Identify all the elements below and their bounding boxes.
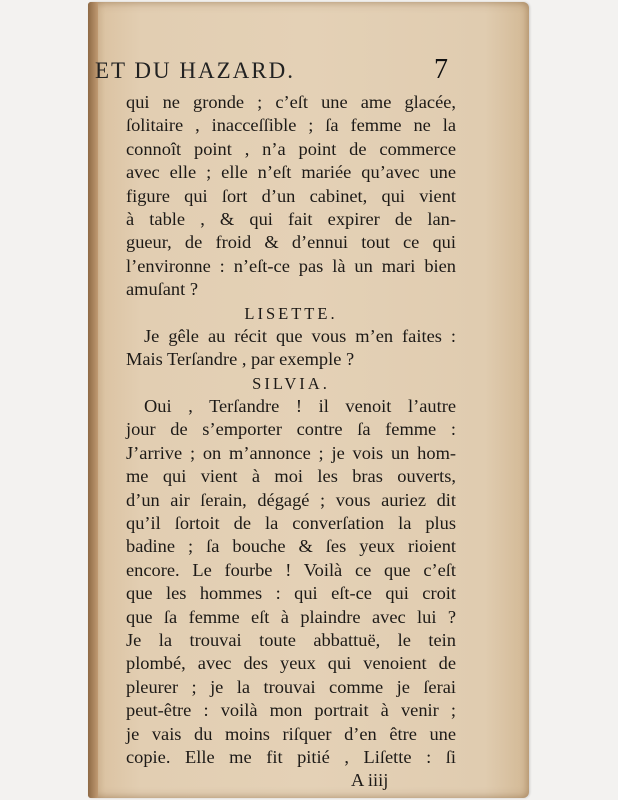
text-line: Je la trouvai toute abbattuë, le tein: [126, 629, 456, 650]
text-line: que ſa femme eſt à plaindre avec lui ?: [126, 606, 456, 627]
text-line: Mais Terſandre , par exemple ?: [126, 349, 355, 370]
text-line: copie. Elle me fit pitié , Liſette : ſi: [126, 746, 456, 767]
page-text: [126, 91, 456, 793]
text-line: Je gêle au récit que vous m’en faites :: [144, 325, 456, 346]
speaker-name: SILVIA.: [252, 373, 330, 393]
text-line: amuſant ?: [126, 279, 199, 300]
backdrop: [525, 0, 618, 800]
running-head: ET DU HAZARD.: [95, 58, 295, 83]
text-line: figure qui ſort d’un cabinet, qui vient: [126, 185, 456, 206]
text-line: badine ; ſa bouche & ſes yeux rioient: [126, 536, 456, 557]
page-number: 7: [434, 54, 448, 85]
signature-mark: A iiij: [351, 770, 389, 791]
text-line: que les hommes : qui eſt-ce qui croit: [126, 583, 456, 604]
backdrop: [0, 0, 92, 800]
text-line: jour de s’emporter contre ſa femme :: [126, 419, 456, 440]
text-line: me qui vient à moi les bras ouverts,: [126, 466, 456, 487]
text-line: l’environne : n’eſt-ce pas là un mari bien: [126, 255, 456, 276]
text-line: plombé, avec des yeux qui venoient de: [126, 653, 456, 674]
text-line: pleurer ; je la trouvai comme je ſerai: [126, 676, 456, 697]
text-line: qu’il ſortoit de la converſation la plus: [126, 513, 456, 534]
text-line: qui ne gronde ; c’eſt une ame glacée,: [126, 92, 456, 112]
text-line: d’un air ſerain, dégagé ; vous auriez dit: [126, 489, 456, 510]
text-line: gueur, de froid & d’ennui tout ce qui: [126, 232, 456, 253]
text-line: à table , & qui fait expirer de lan-: [126, 208, 456, 229]
text-line: avec elle ; elle n’eſt mariée qu’avec une: [126, 162, 456, 183]
text-line: peut-être : voilà mon portrait à venir ;: [126, 700, 456, 721]
text-line: connoît point , n’a point de commerce: [126, 138, 456, 159]
page-spine-edge: [88, 2, 98, 798]
text-line: ſolitaire , inacceſſible ; ſa femme ne la: [126, 115, 456, 136]
text-line: Oui , Terſandre ! il venoit l’autre: [144, 396, 456, 417]
text-line: encore. Le fourbe ! Voilà ce que c’eſt: [126, 559, 456, 580]
text-line: J’arrive ; on m’annonce ; je vois un hom-: [126, 442, 456, 463]
text-line: je vais du moins riſquer d’en être une: [126, 723, 456, 744]
speaker-name: LISETTE.: [244, 303, 338, 323]
